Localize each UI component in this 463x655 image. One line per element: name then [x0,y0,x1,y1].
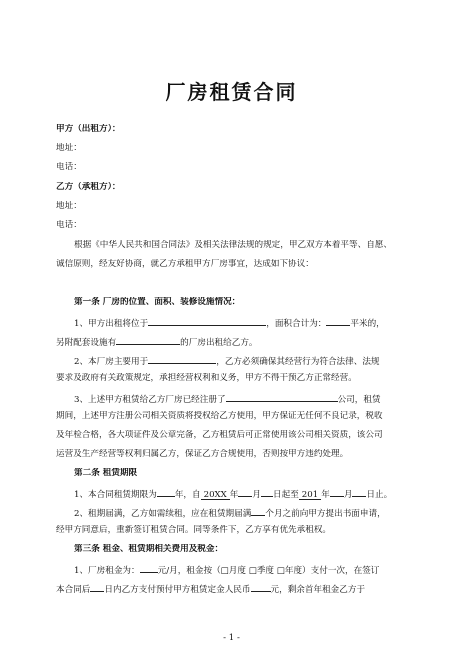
article-1-para-3-cont-1: 期间，上述甲方注册公司相关资质将授权给乙方使用，甲方保证无任何不良记录，税收 [56,411,383,421]
blank-company [226,392,338,402]
text-run: 月 [252,490,261,500]
article-3-para-1 [74,563,416,577]
text-run: 平米的， [350,319,385,329]
article-1-para-1 [74,316,416,330]
blank-end-month [330,487,344,497]
text-run: 2、本厂房主要用于 [74,357,149,367]
blank-area [326,316,350,326]
text-run: 月 [343,490,353,500]
page-number: - 1 - [223,633,240,643]
start-year: 20XX [201,490,230,500]
text-run: 公司，租赁 [337,395,381,405]
text-run: 1、厂房租金为： [74,566,140,576]
blank-years [157,487,175,497]
text-run: 个月之前向甲方提出书面申请， [265,509,386,519]
text-run: 的厂房出租给乙方。 [180,338,258,348]
text-run: 年，自 [174,490,201,500]
text-run: ，面积合计为： [266,319,327,329]
article-1-heading: 第一条 厂房的位置、面积、装修设施情况： [74,297,241,307]
article-2-para-2 [74,506,416,520]
preamble-line-2: 诚信原则，经友好协商，就乙方承租甲方厂房事宜，达成如下协议： [56,259,314,269]
article-3-para-1-cont [56,582,416,596]
article-2-heading: 第二条 租赁期限 [74,468,138,478]
article-1-para-2 [74,354,416,368]
text-run: 日起至 [273,490,299,500]
text-run: 年 [321,490,330,500]
blank-facilities [116,335,180,345]
party-a-phone: 电话： [56,162,82,172]
text-run: 年 [229,490,239,500]
document-title: 厂房租赁合同 [165,80,298,104]
text-run: 本合同后 [56,585,91,595]
blank-days [90,582,104,592]
article-1-para-1-cont [56,335,416,349]
party-b-address: 地址： [56,201,82,211]
preamble-line-1: 根据《中华人民共和国合同法》及相关法律法规的规定，甲乙双方本着平等、自愿、 [74,240,392,250]
text-run: 2、租期届满，乙方如需续租，应在租赁期届满 [74,509,252,519]
article-1-para-3 [74,392,416,406]
text-run: 1、本合同租赁期限为 [74,490,157,500]
blank-months [251,506,265,516]
blank-deposit [251,582,271,592]
party-a-address: 地址： [56,143,82,153]
blank-start-month [238,487,252,497]
text-run: 1、甲方出租将位于 [74,319,149,329]
text-run: 元，剩余首年租金乙方于 [270,585,366,595]
text-run: 3、上述甲方租赁给乙方厂房已经注册了 [74,395,226,405]
blank-purpose [148,354,216,364]
article-1-para-3-cont-3: 运营及生产经营等权利归属乙方，保证乙方合规使用，否则按甲方违约处理。 [56,449,349,459]
article-2-para-2-cont: 经甲方同意后，重新签订租赁合同。同等条件下，乙方享有优先承租权。 [56,525,332,535]
text-run: ，乙方必须确保其经营行为符合法律、法规 [216,357,380,367]
text-run: 日止。 [366,490,393,500]
text-run: 元/月，租金按（□月度 □季度 □年度）支付一次，在签订 [157,566,380,576]
article-1-para-3-cont-2: 及年检合格，各大项证件及公章完备，乙方租赁后可正常使用该公司相关资质，该公司 [56,430,383,440]
party-b-phone: 电话： [56,220,82,230]
blank-start-day [261,487,273,497]
party-b-heading: 乙方（承租方）： [56,182,121,192]
text-run: 日内乙方支付预付甲方租赁定金人民币 [104,585,251,595]
text-run: 另附配套设施有 [56,338,117,348]
end-year: 201 [299,490,321,500]
blank-rent [140,563,158,573]
blank-end-day [352,487,366,497]
blank-location [148,316,266,326]
article-1-para-2-cont: 要求及政府有关政策规定，承担经营权利和义务，甲方不得干预乙方正常经营。 [56,373,357,383]
article-2-para-1 [74,487,416,501]
party-a-heading: 甲方（出租方）： [56,124,121,134]
article-3-heading: 第三条 租金、租赁期相关费用及税金： [74,544,224,554]
